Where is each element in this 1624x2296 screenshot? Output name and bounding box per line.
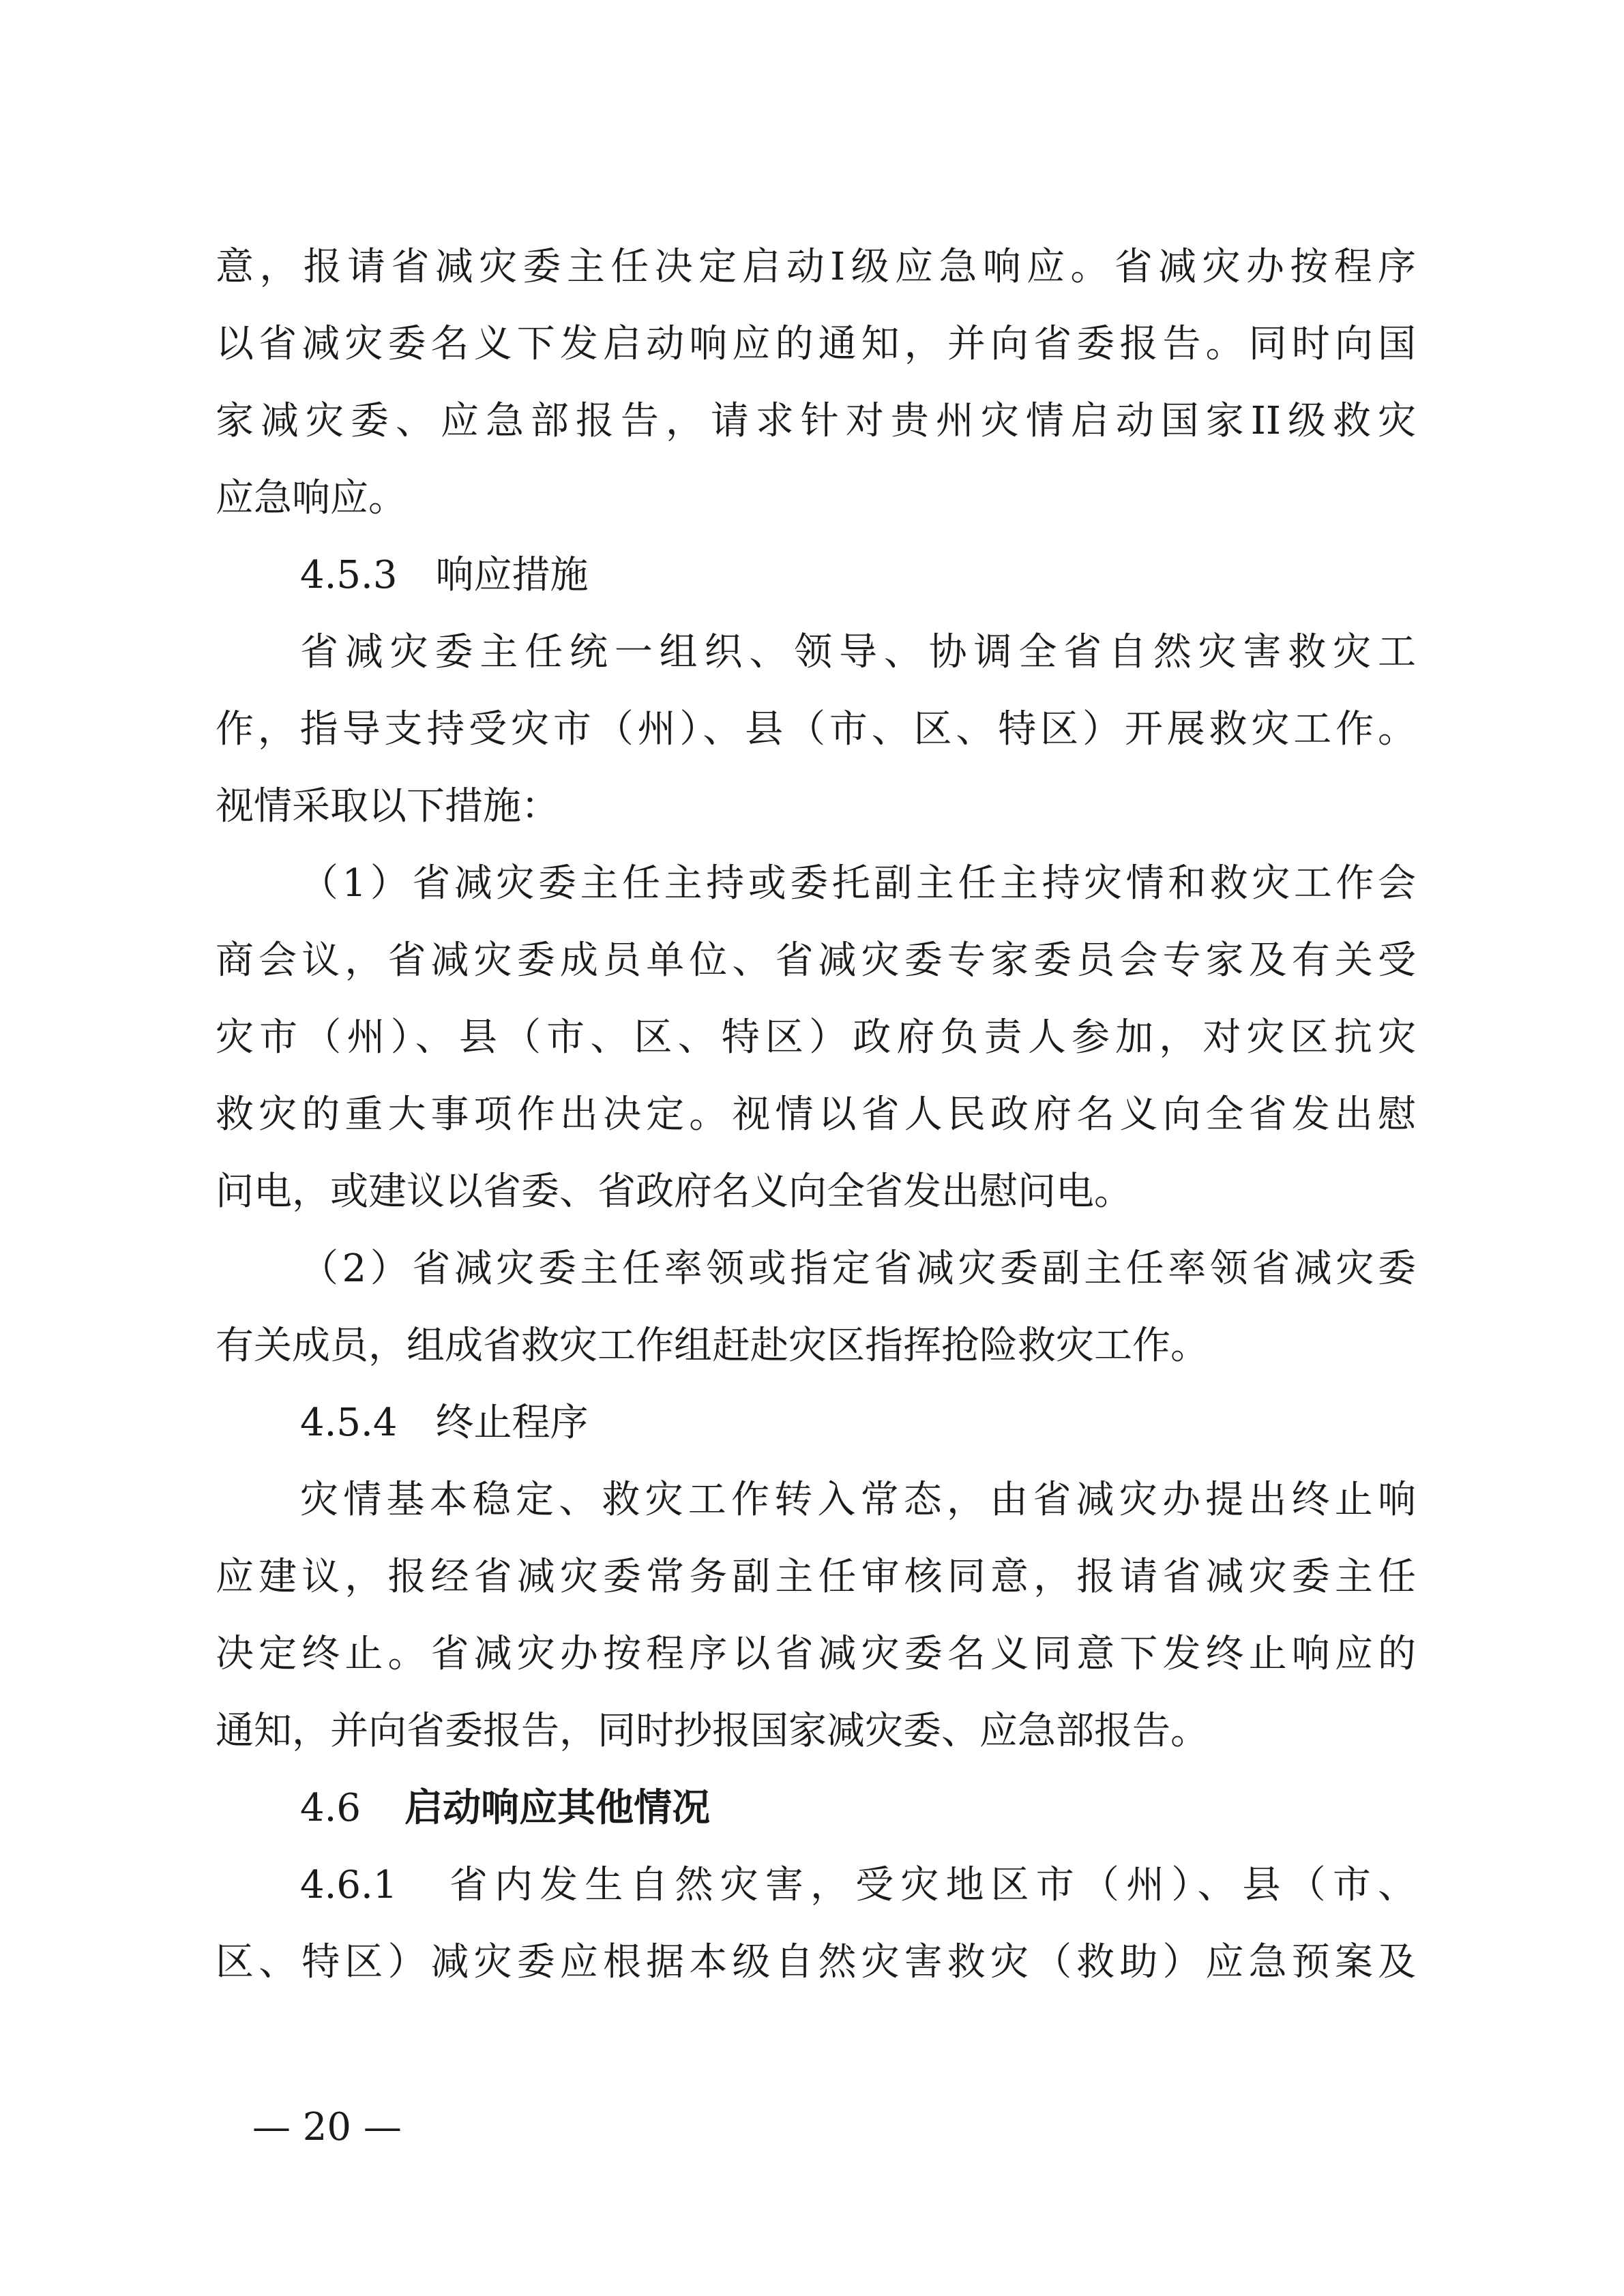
section-heading-4-6 bbox=[300, 1781, 1416, 1836]
body-line: 决定终止。省减灾办按程序以省减灾委名义同意下发终止响应的 bbox=[216, 1632, 1416, 1676]
body-line: 问电，或建议以省委、省政府名义向全省发出慰问电。 bbox=[216, 1169, 1132, 1214]
body-line: 灾市（州）、县（市、区、特区）政府负责人参加，对灾区抗灾 bbox=[216, 1015, 1416, 1060]
list-item-2: （2）省减灾委主任率领或指定省减灾委副主任率领省减灾委 bbox=[300, 1247, 1416, 1291]
body-line: 区、特区）减灾委应根据本级自然灾害救灾（救助）应急预案及 bbox=[216, 1940, 1416, 1984]
paragraph-first-line: 灾情基本稳定、救灾工作转入常态，由省减灾办提出终止响 bbox=[300, 1478, 1416, 1522]
body-line: 意，报请省减灾委主任决定启动Ⅰ级应急响应。省减灾办按程序 bbox=[216, 245, 1416, 289]
body-line: 家减灾委、应急部报告，请求针对贵州灾情启动国家II级救灾 bbox=[216, 399, 1416, 443]
body-line: 通知，并向省委报告，同时抄报国家减灾委、应急部报告。 bbox=[216, 1709, 1209, 1753]
section-heading-4-5-4: 4.5.4 终止程序 bbox=[300, 1401, 589, 1445]
section-heading-4-5-3: 4.5.3 响应措施 bbox=[300, 553, 589, 597]
body-line: 以省减灾委名义下发启动响应的通知，并向省委报告。同时向国 bbox=[216, 322, 1416, 366]
section-number: 4.6 bbox=[300, 1786, 361, 1830]
body-line: 作，指导支持受灾市（州）、县（市、区、特区）开展救灾工作。 bbox=[216, 707, 1416, 751]
body-line: 视情采取以下措施： bbox=[216, 784, 559, 829]
page-number: — 20 — bbox=[252, 2105, 402, 2149]
section-heading-4-6-1: 4.6.1 省内发生自然灾害，受灾地区市（州）、县（市、 bbox=[300, 1863, 1416, 1907]
body-line: 救灾的重大事项作出决定。视情以省人民政府名义向全省发出慰 bbox=[216, 1092, 1416, 1137]
body-line: 商会议，省减灾委成员单位、省减灾委专家委员会专家及有关受 bbox=[216, 938, 1416, 983]
section-title: 启动响应其他情况 bbox=[404, 1786, 711, 1830]
body-line: 有关成员，组成省救灾工作组赶赴灾区指挥抢险救灾工作。 bbox=[216, 1324, 1209, 1368]
paragraph-first-line: 省减灾委主任统一组织、领导、协调全省自然灾害救灾工 bbox=[300, 630, 1416, 674]
body-line: 应急响应。 bbox=[216, 476, 407, 520]
list-item-1: （1）省减灾委主任主持或委托副主任主持灾情和救灾工作会 bbox=[300, 861, 1416, 906]
body-line: 应建议，报经省减灾委常务副主任审核同意，报请省减灾委主任 bbox=[216, 1555, 1416, 1599]
